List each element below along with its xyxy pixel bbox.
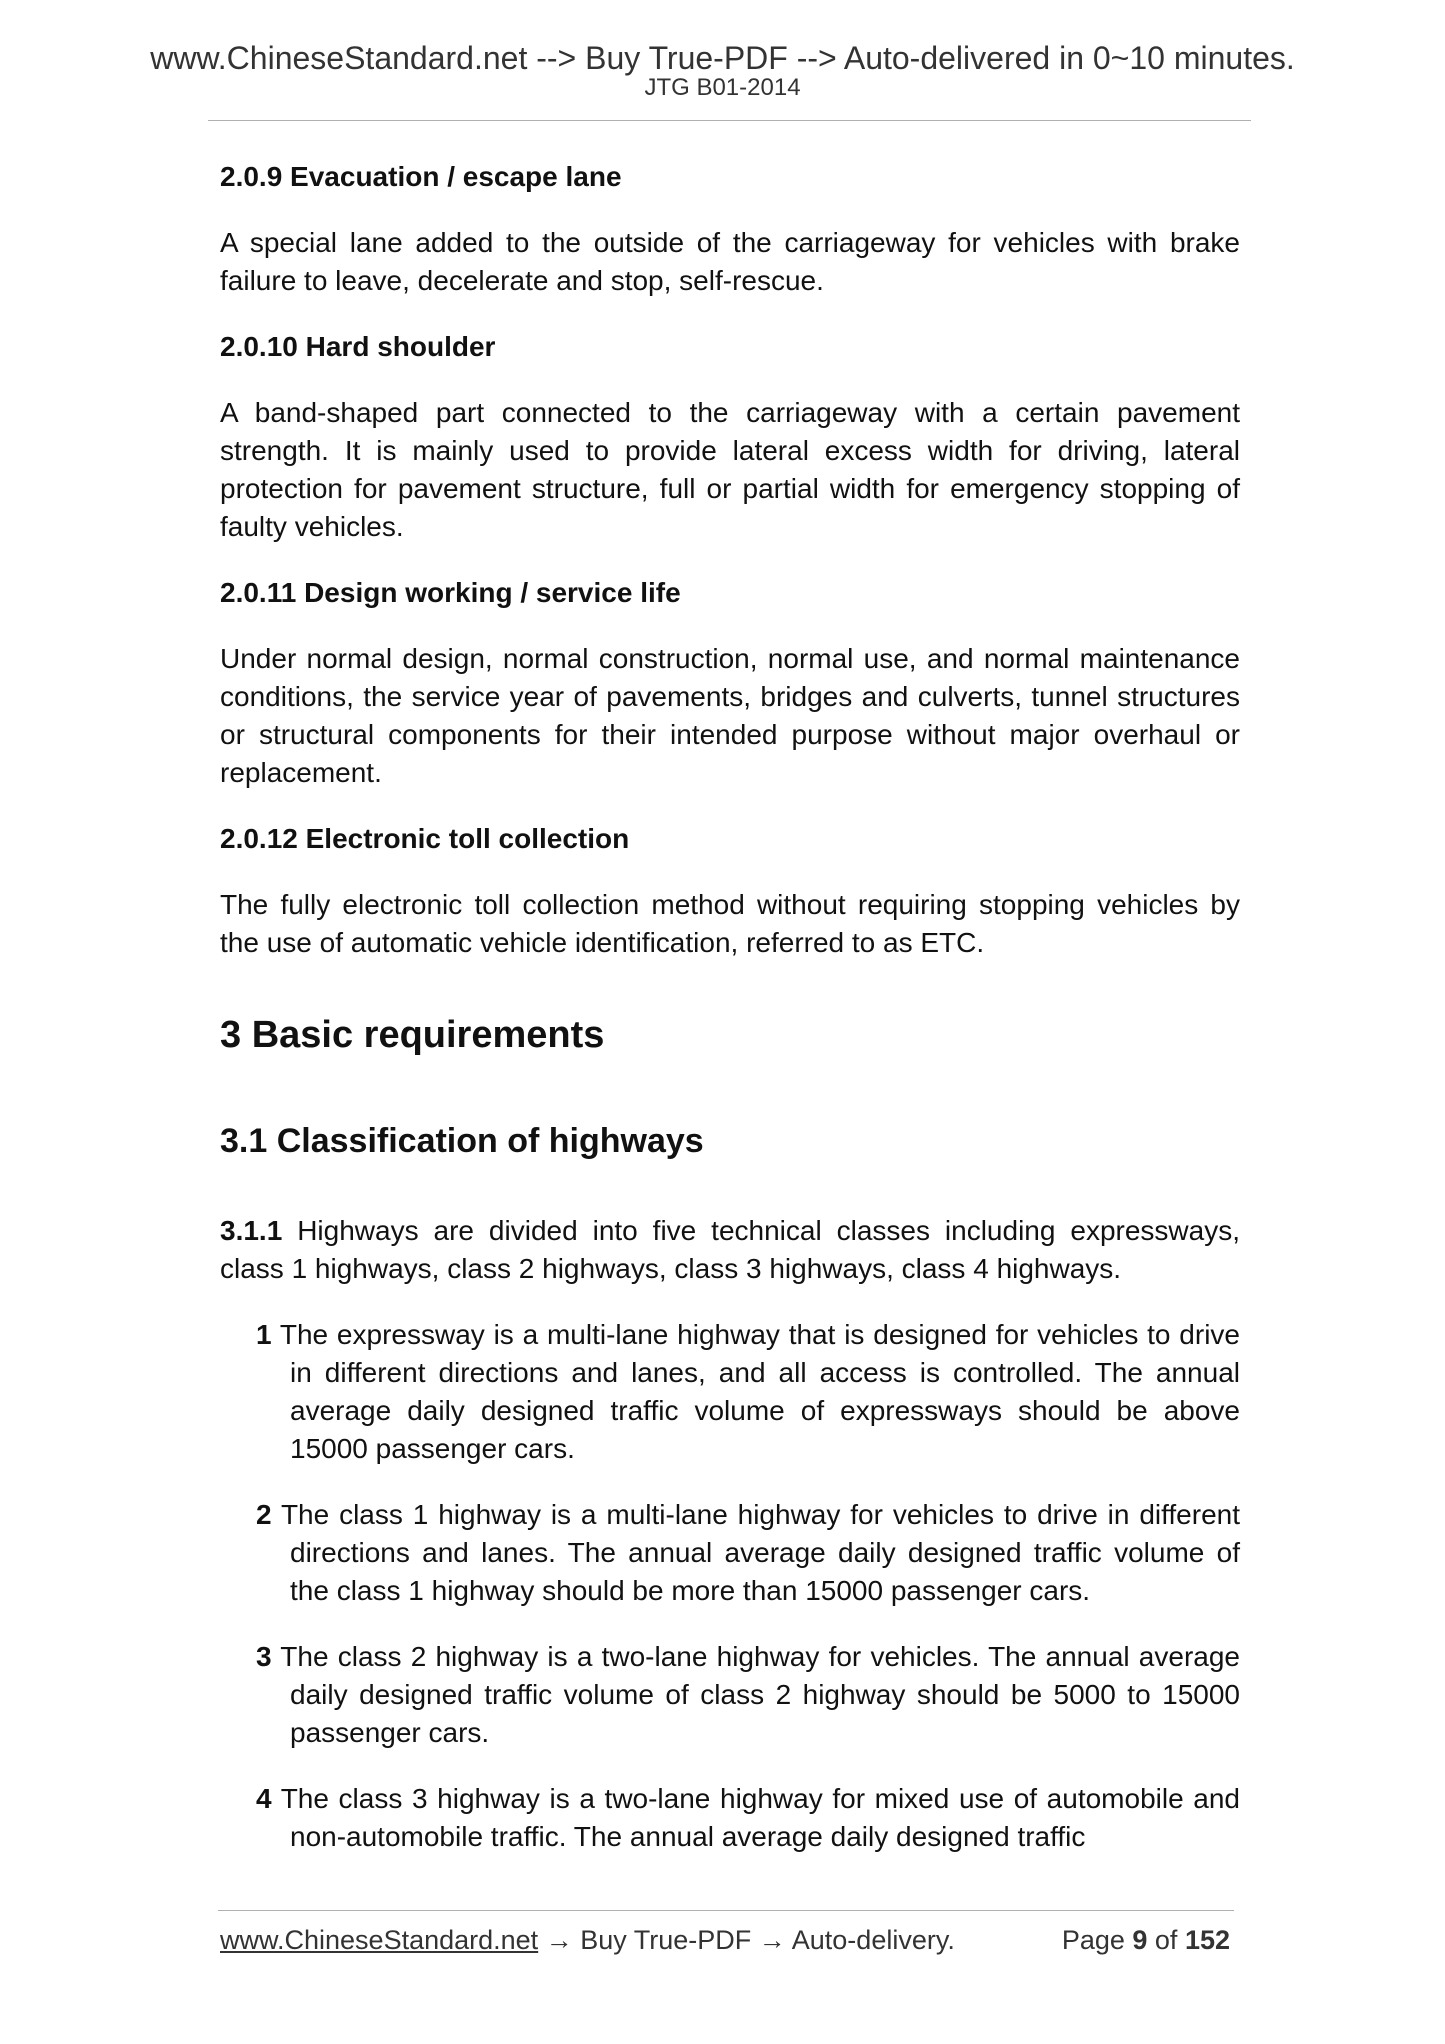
clause-number: 3.1.1 [220,1215,283,1246]
list-item-text: The expressway is a multi-lane highway that is designed for vehicles to drive in different directions and lanes, and all access is controlled. The annual average daily designed traffic volume of expressways should be above 15000 passenger cars. [271,1319,1240,1464]
of-label: of [1147,1925,1185,1955]
term-title-2-0-12: 2.0.12 Electronic toll collection [220,823,630,854]
list-item [256,1496,1240,1610]
term-body-2-0-9: A special lane added to the outside of the carriageway for vehicles with brake failure to leave, decelerate and stop, self-rescue. [220,227,1240,296]
footer-delivery-text: Auto-delivery. [791,1925,955,1955]
list-item [256,1638,1240,1752]
page-content [220,158,1240,1856]
term-body-2-0-12: The fully electronic toll collection method without requiring stopping vehicles by the use of automatic vehicle identification, referred to as ETC. [220,889,1240,958]
top-banner: www.ChineseStandard.net --> Buy True-PDF --> Auto-delivered in 0~10 minutes. [150,40,1295,76]
footer-links [220,1925,955,1956]
term-body-2-0-10: A band-shaped part connected to the carriageway with a certain pavement strength. It is mainly used to provide lateral excess width for driving, lateral protection for pavement structure, full or partial width for emergency stopping of faulty vehicles. [220,397,1240,542]
list-item [256,1316,1240,1468]
term-body-2-0-11: Under normal design, normal construction, normal use, and normal maintenance conditions, the service year of pavements, bridges and culverts, tunnel structures or structural components for their intended purpose without major overhaul or replacement. [220,643,1240,788]
list-item-text: The class 2 highway is a two-lane highway for vehicles. The annual average daily designed traffic volume of class 2 highway should be 5000 to 15000 passenger cars. [271,1641,1240,1748]
page-indicator [1062,1925,1230,1956]
list-item-number: 1 [256,1319,272,1350]
total-pages: 152 [1184,1925,1230,1955]
footer-divider [218,1910,1234,1911]
clause-3-1-1 [220,1212,1240,1288]
arrow-right-icon: → [538,1925,581,1955]
list-item [256,1780,1240,1856]
footer-site-link[interactable]: www.ChineseStandard.net [220,1925,539,1955]
footer-buy-text: Buy True-PDF [580,1925,752,1955]
list-item-number: 2 [256,1499,272,1530]
clause-text: Highways are divided into five technical classes including expressways, class 1 highways, class 2 highways, class 3 highways, class 4 highways. [220,1215,1240,1284]
list-item-number: 3 [256,1641,272,1672]
page-number: 9 [1132,1925,1148,1955]
arrow-right-icon: → [751,1925,792,1955]
term-title-2-0-10: 2.0.10 Hard shoulder [220,331,496,362]
term-title-2-0-9: 2.0.9 Evacuation / escape lane [220,161,622,192]
page-label: Page [1061,1925,1133,1955]
list-item-text: The class 3 highway is a two-lane highway for mixed use of automobile and non-automobile traffic. The annual average daily designed traffic [271,1783,1240,1852]
chapter-title: 3 Basic requirements [220,1014,605,1056]
header-divider [208,120,1251,121]
list-item-text: The class 1 highway is a multi-lane highway for vehicles to drive in different directions and lanes. The annual average daily designed traffic volume of the class 1 highway should be more than 15000 passenger cars. [271,1499,1240,1606]
term-title-2-0-11: 2.0.11 Design working / service life [220,577,681,608]
section-title: 3.1 Classification of highways [220,1122,704,1160]
list-item-number: 4 [256,1783,272,1814]
document-code: JTG B01-2014 [644,74,801,101]
